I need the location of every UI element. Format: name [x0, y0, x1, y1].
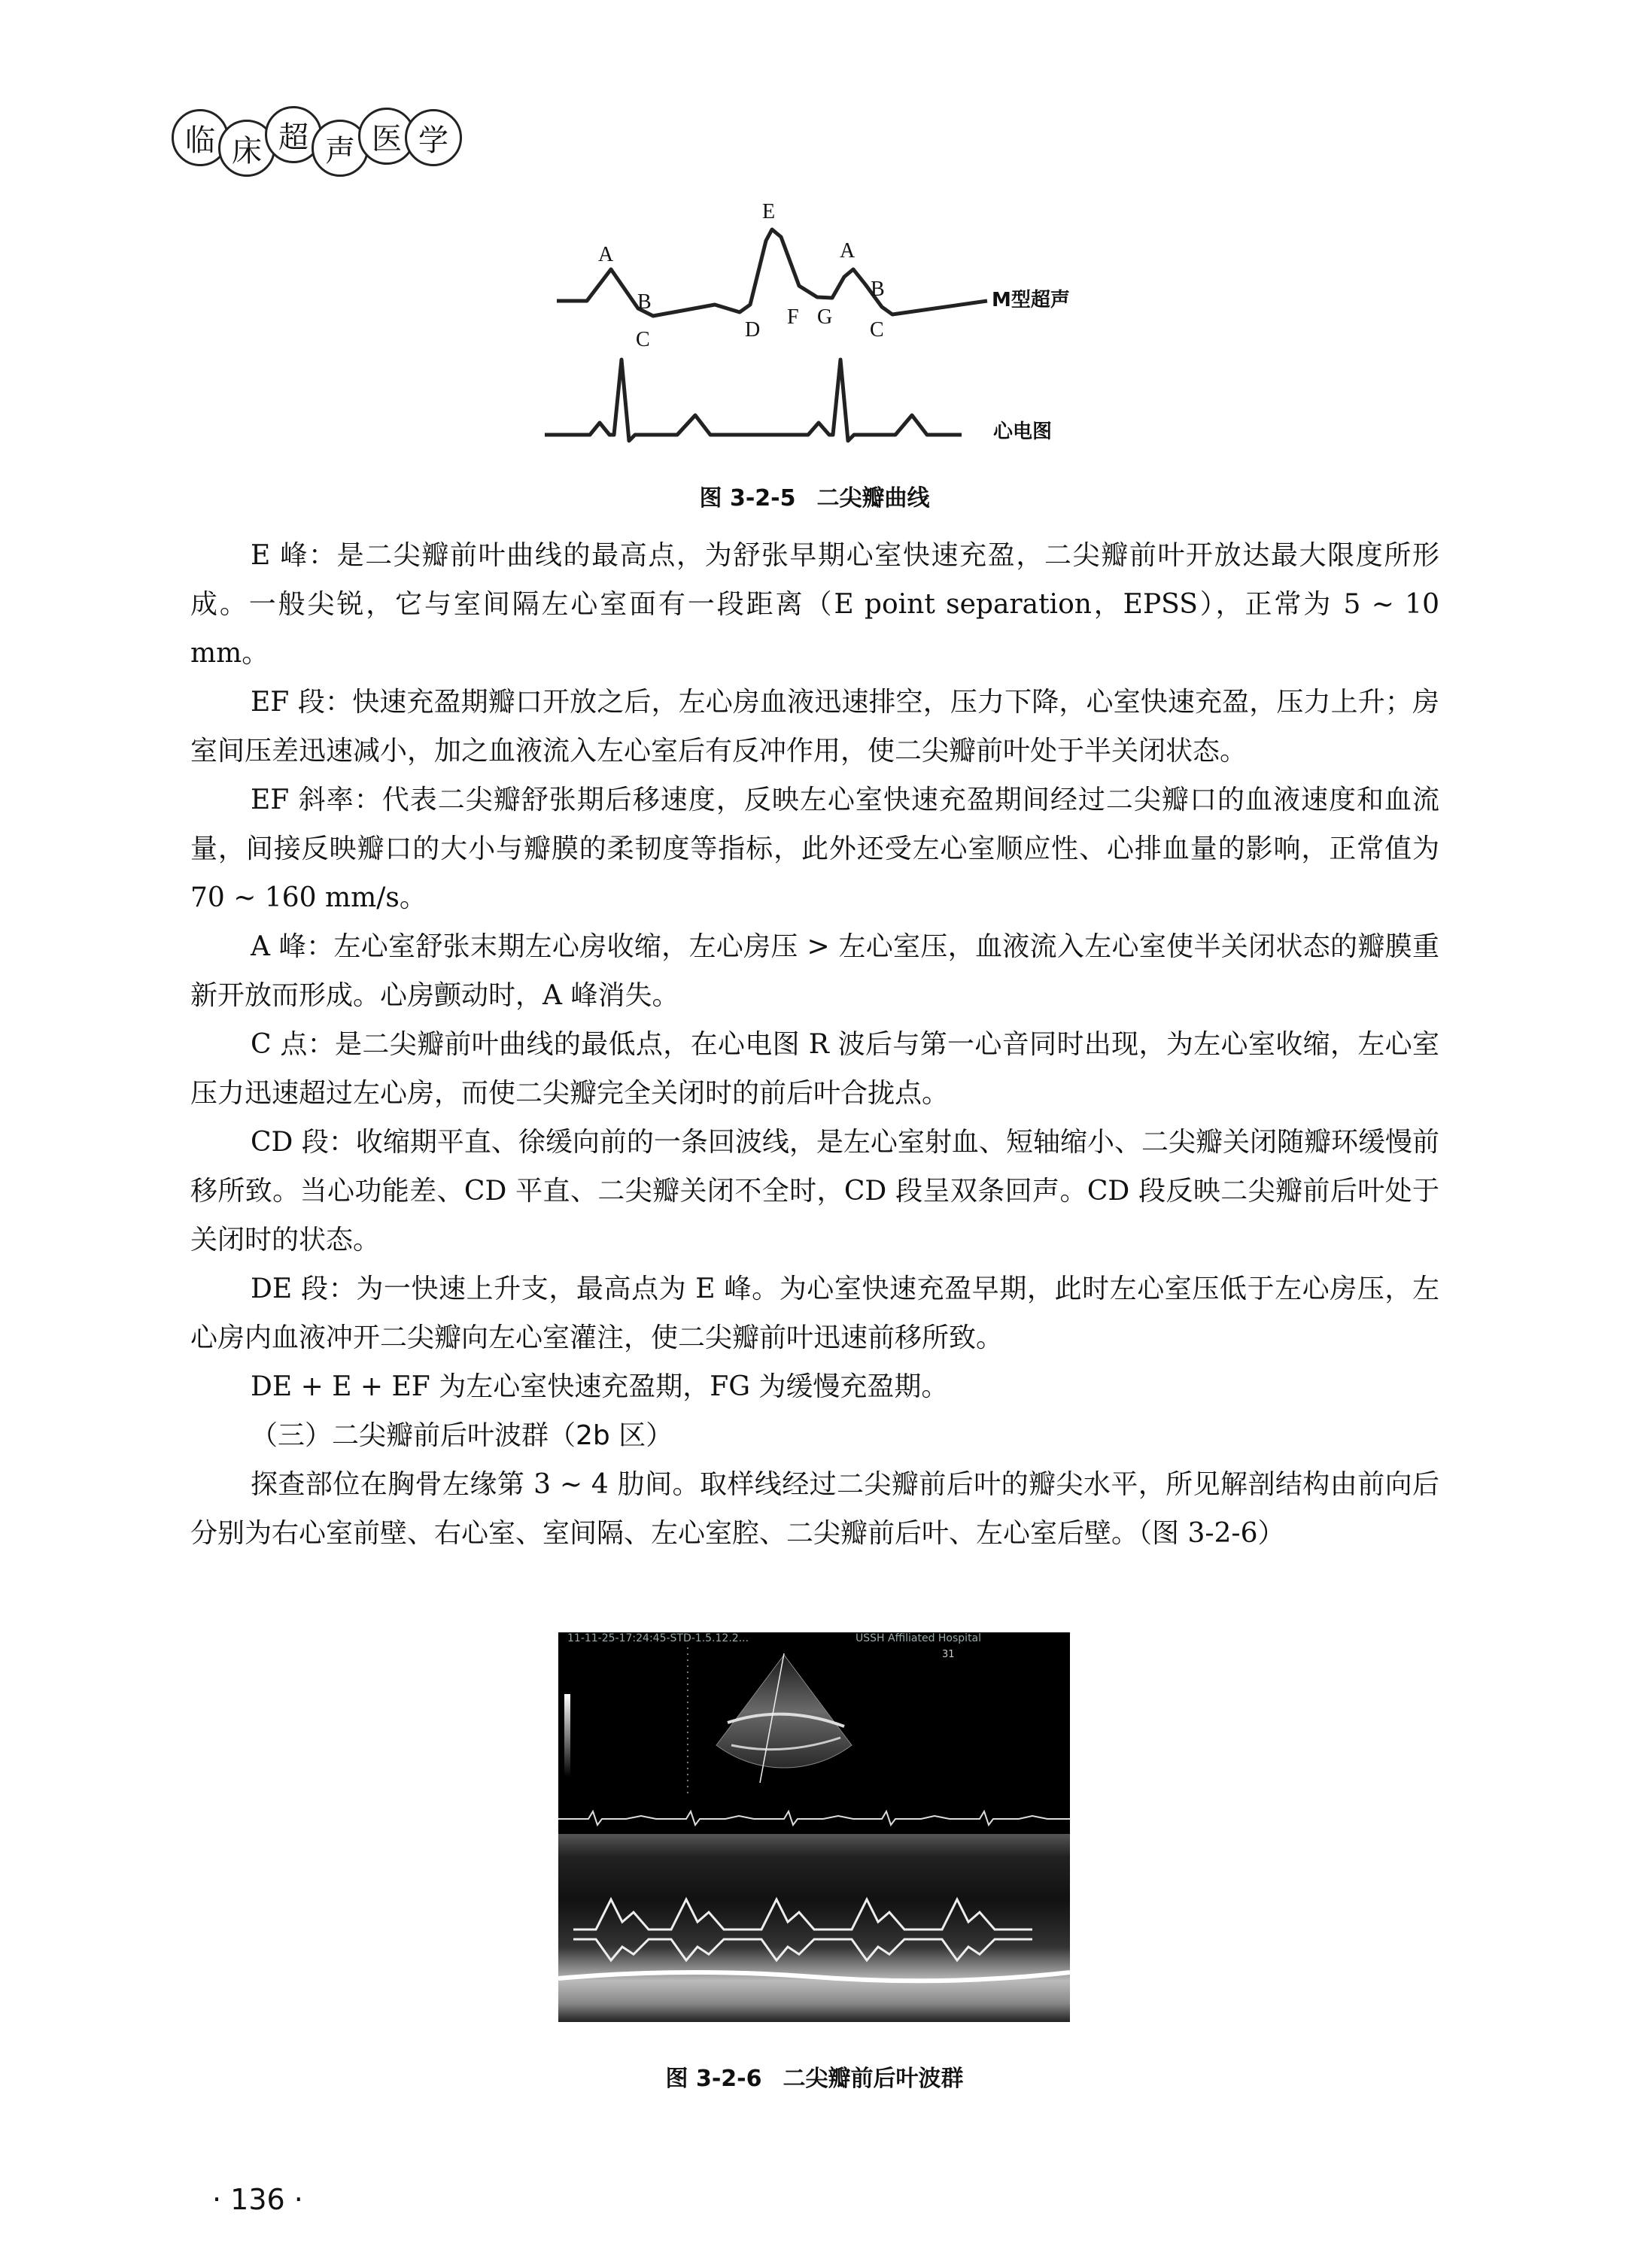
- figure1-caption-number: 图 3-2-5: [699, 485, 796, 512]
- seal-char: 临: [172, 109, 229, 166]
- running-head-seal: [172, 104, 451, 172]
- label-b2: B: [871, 278, 885, 301]
- seal-char: 声: [312, 120, 369, 177]
- section-heading: （三）二尖瓣前后叶波群（2b 区）: [251, 1420, 673, 1451]
- seal-char: 床: [218, 120, 275, 177]
- ecg-label: 心电图: [993, 421, 1053, 443]
- mmode-label: M型超声: [992, 289, 1070, 311]
- echo-drawing: [558, 1632, 1070, 2022]
- echocardiogram-image: [558, 1632, 1070, 2022]
- label-a2: A: [840, 239, 856, 263]
- paragraph-section-3: 探查部位在胸骨左缘第 3 ~ 4 肋间。取样线经过二尖瓣前后叶的瓣尖水平，所见解剖结构由前向后分别为右心室前壁、右心室、室间隔、左心室腔、二尖瓣前后叶、左心室后壁。（图 3-2-6）: [190, 1469, 1439, 1549]
- paragraph-cd-segment: CD 段：收缩期平直、徐缓向前的一条回波线，是左心室射血、短轴缩小、二尖瓣关闭随瓣环缓慢前移所致。当心功能差、CD 平直、二尖瓣关闭不全时，CD 段呈双条回声。CD 段反映二尖瓣前后叶处于关闭时的状态。: [190, 1127, 1439, 1255]
- seal-char: 医: [358, 108, 415, 165]
- figure2-caption: [0, 2060, 1629, 2093]
- paragraph-ef-slope: EF 斜率：代表二尖瓣舒张期后移速度，反映左心室快速充盈期间经过二尖瓣口的血液速度和血流量，间接反映瓣口的大小与瓣膜的柔韧度等指标，此外还受左心室顺应性、心排血量的影响，正常值为 70 ~ 160 mm/s。: [190, 785, 1439, 913]
- body-text: [190, 531, 1439, 1558]
- paragraph-ef-segment: EF 段：快速充盈期瓣口开放之后，左心房血液迅速排空，压力下降，心室快速充盈，压力上升；房室间压差迅速减小，加之血液流入左心室后有反冲作用，使二尖瓣前叶处于半关闭状态。: [190, 687, 1439, 767]
- label-g: G: [817, 305, 833, 329]
- figure2-caption-title: 二尖瓣前后叶波群: [783, 2066, 964, 2092]
- ecg-curve: [545, 360, 962, 441]
- figure2-caption-number: 图 3-2-6: [665, 2066, 762, 2092]
- paragraph-e-peak: E 峰：是二尖瓣前叶曲线的最高点，为舒张早期心室快速充盈，二尖瓣前叶开放达最大限度所形成。一般尖锐，它与室间隔左心室面有一段距离（E point separation，EPSS），正常为 5 ~ 10 mm。: [190, 540, 1439, 669]
- paragraph-filling-phases: DE + E + EF 为左心室快速充盈期，FG 为缓慢充盈期。: [251, 1371, 949, 1402]
- paragraph-a-peak: A 峰：左心室舒张末期左心房收缩，左心房压 > 左心室压，血液流入左心室使半关闭状态的瓣膜重新开放而形成。心房颤动时，A 峰消失。: [190, 931, 1439, 1011]
- label-c1: C: [636, 328, 650, 351]
- echo-overlay-right: USSH Affiliated Hospital: [856, 1632, 982, 1644]
- label-a1: A: [598, 243, 614, 266]
- label-d: D: [745, 318, 761, 342]
- mitral-curve-figure: [527, 196, 1144, 459]
- seal-char: 超: [265, 106, 322, 163]
- echo-overlay-number: 31: [942, 1649, 955, 1660]
- seal-char: 学: [405, 109, 462, 166]
- echo-overlay-left: 11-11-25-17:24:45-STD-1.5.12.2...: [567, 1632, 749, 1644]
- label-c2: C: [870, 318, 884, 342]
- mmode-curve: [557, 229, 987, 316]
- figure1-caption-title: 二尖瓣曲线: [816, 485, 930, 512]
- label-f: F: [787, 305, 799, 329]
- label-e: E: [762, 200, 776, 223]
- paragraph-de-segment: DE 段：为一快速上升支，最高点为 E 峰。为心室快速充盈早期，此时左心室压低于左心房压，左心房内血液冲开二尖瓣向左心室灌注，使二尖瓣前叶迅速前移所致。: [190, 1274, 1439, 1353]
- page-number: · 136 ·: [212, 2183, 303, 2216]
- label-b1: B: [637, 290, 652, 314]
- paragraph-c-point: C 点：是二尖瓣前叶曲线的最低点，在心电图 R 波后与第一心音同时出现，为左心室收缩，左心室压力迅速超过左心房，而使二尖瓣完全关闭时的前后叶合拢点。: [190, 1029, 1439, 1109]
- figure1-caption: [0, 479, 1629, 512]
